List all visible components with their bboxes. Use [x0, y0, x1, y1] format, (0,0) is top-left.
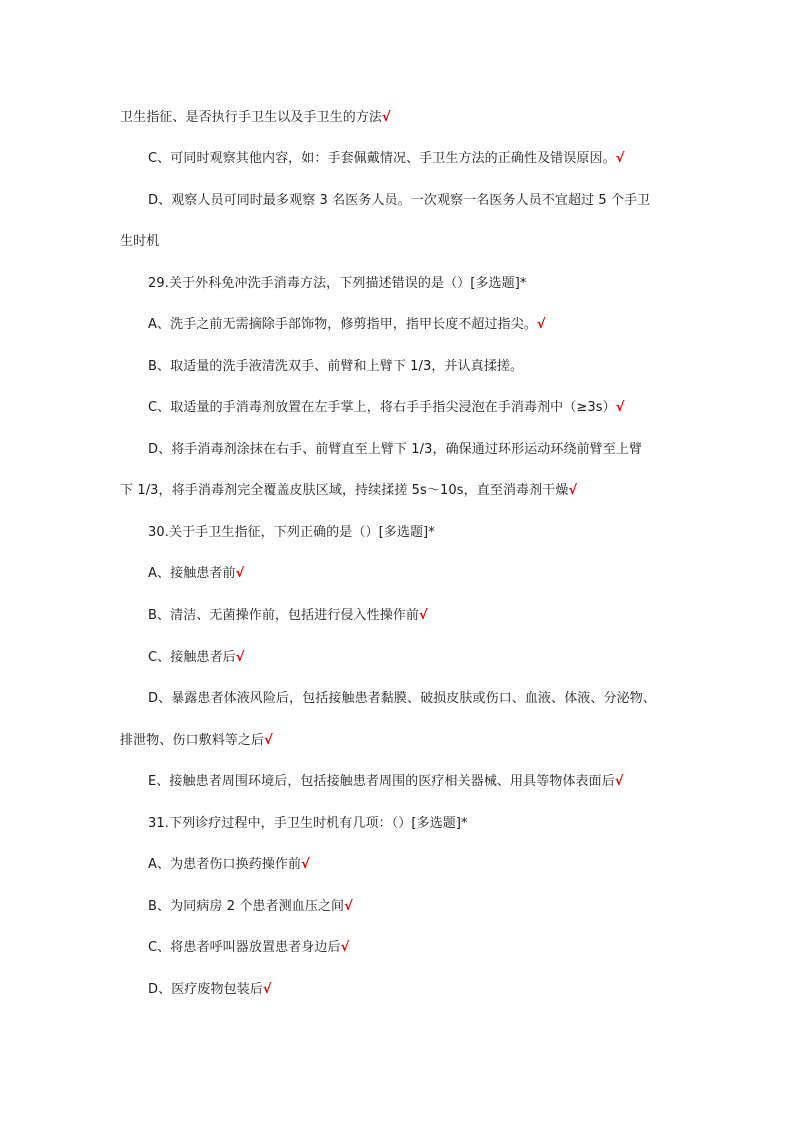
text-line: B、为同病房 2 个患者测血压之间√ — [148, 899, 353, 914]
check-mark-icon: √ — [301, 857, 310, 872]
text-line: A、洗手之前无需摘除手部饰物，修剪指甲，指甲长度不超过指尖。√ — [148, 317, 546, 332]
check-mark-icon: √ — [344, 899, 353, 914]
check-mark-icon: √ — [536, 317, 546, 332]
text-line: E、接触患者周围环境后，包括接触患者周围的医疗相关器械、用具等物体表面后√ — [148, 774, 624, 789]
check-mark-icon: √ — [382, 110, 391, 125]
check-mark-icon: √ — [340, 940, 350, 955]
question-title: 30.关于手卫生指征，下列正确的是（）[多选题]* — [148, 525, 435, 540]
text-line: B、取适量的洗手液清洗双手、前臂和上臂下 1/3，并认真揉搓。 — [148, 359, 524, 374]
check-mark-icon: √ — [262, 982, 272, 997]
text-line: 排泄物、伤口敷料等之后√ — [120, 733, 273, 748]
text-line: C、接触患者后√ — [148, 650, 245, 665]
check-mark-icon: √ — [615, 151, 625, 166]
text-line: D、医疗废物包装后√ — [148, 982, 272, 997]
check-mark-icon: √ — [235, 566, 245, 581]
text-line: C、取适量的手消毒剂放置在左手掌上，将右手手指尖浸泡在手消毒剂中（≥3s）√ — [148, 400, 625, 415]
text-line: A、为患者伤口换药操作前√ — [148, 857, 310, 872]
text-line: C、将患者呼叫器放置患者身边后√ — [148, 940, 350, 955]
text-line: A、接触患者前√ — [148, 566, 245, 581]
check-mark-icon: √ — [615, 400, 625, 415]
question-title: 31.下列诊疗过程中，手卫生时机有几项：（）[多选题]* — [148, 816, 468, 831]
question-title: 29.关于外科免冲洗手消毒方法，下列描述错误的是（）[多选题]* — [148, 276, 527, 291]
text-line: D、暴露患者体液风险后，包括接触患者黏膜、破损皮肤或伤口、血液、体液、分泌物、 — [148, 691, 656, 706]
text-line: 生时机 — [120, 234, 160, 249]
text-line: 下 1/3，将手消毒剂完全覆盖皮肤区域，持续揉搓 5s～10s，直至消毒剂干燥√ — [120, 483, 578, 498]
text-line: B、清洁、无菌操作前，包括进行侵入性操作前√ — [148, 608, 428, 623]
text-line: 卫生指征、是否执行手卫生以及手卫生的方法√ — [120, 110, 391, 125]
check-mark-icon: √ — [235, 650, 245, 665]
check-mark-icon: √ — [614, 774, 624, 789]
text-line: D、观察人员可同时最多观察 3 名医务人员。一次观察一名医务人员不宜超过 5 个手卫 — [148, 193, 651, 208]
text-line: D、将手消毒剂涂抹在右手、前臂直至上臂下 1/3，确保通过环形运动环绕前臂至上臂 — [148, 442, 643, 457]
text-line: C、可同时观察其他内容，如：手套佩戴情况、手卫生方法的正确性及错误原因。√ — [148, 151, 625, 166]
check-mark-icon: √ — [419, 608, 428, 623]
check-mark-icon: √ — [264, 733, 273, 748]
check-mark-icon: √ — [568, 483, 578, 498]
